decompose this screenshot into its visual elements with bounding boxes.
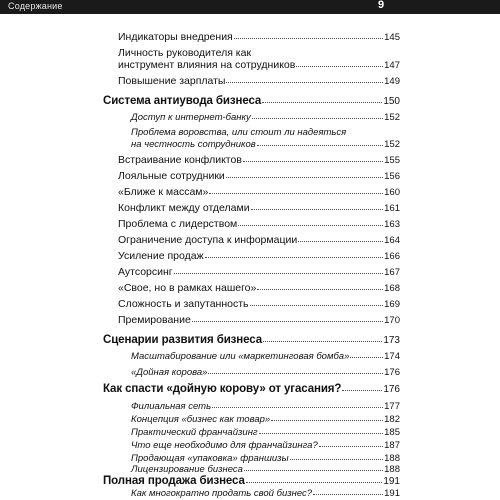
toc-entry-page: 145 bbox=[384, 32, 400, 43]
header-title: Содержание bbox=[8, 1, 63, 11]
toc-entry-title: Повышение зарплаты bbox=[118, 75, 226, 87]
toc-entry bbox=[118, 203, 400, 214]
toc-entry bbox=[118, 60, 400, 71]
toc-section-page: 173 bbox=[383, 335, 400, 346]
toc-subentry bbox=[131, 440, 400, 451]
toc-subentry bbox=[131, 464, 400, 475]
toc-entry-title: «Ближе к массам» bbox=[118, 186, 209, 198]
toc-subentry-page: 188 bbox=[384, 464, 400, 475]
toc-section-page: 191 bbox=[383, 476, 400, 487]
toc-section-page: 176 bbox=[383, 384, 400, 395]
toc-entry bbox=[118, 187, 400, 198]
toc-entry-title: Сложность и запутанность bbox=[118, 298, 249, 310]
toc-entry-title: «Свое, но в рамках нашего» bbox=[118, 282, 257, 294]
toc-entry-title-line1: Личность руководителя как bbox=[118, 47, 252, 59]
toc-entry-page: 170 bbox=[384, 315, 400, 326]
toc-entry-title: Ограничение доступа к информации bbox=[118, 234, 298, 246]
toc-entry-title: Аутсорсинг bbox=[118, 266, 173, 278]
toc-subentry-page: 182 bbox=[384, 414, 400, 425]
toc-subentry-title: «Дойная корова» bbox=[131, 367, 208, 378]
toc-section-title: Система антиувода бизнеса bbox=[103, 95, 262, 107]
toc-entry-title: Премирование bbox=[118, 314, 191, 326]
toc-subentry-page: 174 bbox=[384, 351, 400, 362]
toc-section-title: Полная продажа бизнеса bbox=[103, 475, 245, 487]
toc-section bbox=[103, 384, 400, 395]
toc-subentry-page: 177 bbox=[384, 401, 400, 412]
toc-entry-page: 155 bbox=[384, 155, 400, 166]
toc-section bbox=[103, 96, 400, 107]
toc-entry bbox=[118, 315, 400, 326]
toc-entry-page: 163 bbox=[384, 219, 400, 230]
toc-subentry bbox=[131, 401, 400, 412]
toc-subentry-page: 191 bbox=[384, 488, 400, 499]
toc-subentry-title-line1: Проблема воровства, или стоит ли надеяться bbox=[131, 127, 347, 138]
toc-subentry-title: Практический франчайзинг bbox=[131, 427, 258, 438]
toc-subentry bbox=[131, 112, 400, 123]
toc-entry-page: 167 bbox=[384, 267, 400, 278]
toc-entry-page: 149 bbox=[384, 76, 400, 87]
toc-entry bbox=[118, 251, 400, 262]
toc-subentry-title: Как многократно продать свой бизнес? bbox=[131, 488, 313, 499]
toc-entry-title: Конфликт между отделами bbox=[118, 202, 250, 214]
toc-entry-page: 147 bbox=[384, 60, 400, 71]
toc-subentry bbox=[131, 488, 400, 499]
toc-subentry-page: 176 bbox=[384, 367, 400, 378]
toc-entry-title: инструмент влияния на сотрудников bbox=[118, 59, 296, 71]
toc-subentry-page: 187 bbox=[384, 440, 400, 451]
toc-entry bbox=[118, 76, 400, 87]
toc-subentry-page: 188 bbox=[384, 453, 400, 464]
toc-section bbox=[103, 476, 400, 487]
toc-subentry bbox=[131, 453, 400, 464]
toc-subentry-page: 185 bbox=[384, 427, 400, 438]
toc-entry-page: 160 bbox=[384, 187, 400, 198]
toc-entry bbox=[118, 267, 400, 278]
toc-entry-title: Усиление продаж bbox=[118, 250, 204, 262]
toc-subentry-title: Доступ к интернет-банку bbox=[131, 112, 251, 123]
toc-entry bbox=[118, 219, 400, 230]
toc-entry bbox=[118, 299, 400, 310]
toc-entry bbox=[118, 283, 400, 294]
toc-entry-page: 169 bbox=[384, 299, 400, 310]
toc-entry bbox=[118, 32, 400, 43]
toc-entry-title: Лояльные сотрудники bbox=[118, 170, 225, 182]
toc-entry-title: Встраивание конфликтов bbox=[118, 154, 242, 166]
toc-section bbox=[103, 335, 400, 346]
toc-section-page: 150 bbox=[383, 96, 400, 107]
toc-subentry-title: на честность сотрудников bbox=[131, 139, 256, 150]
toc-subentry-title: Филиальная сеть bbox=[131, 401, 212, 412]
toc-section-title: Как спасти «дойную корову» от угасания? bbox=[103, 383, 342, 395]
toc-entry-title: Проблема с лидерством bbox=[118, 218, 238, 230]
toc-subentry-page: 152 bbox=[384, 139, 400, 150]
toc-subentry bbox=[131, 414, 400, 425]
toc-entry-page: 168 bbox=[384, 283, 400, 294]
toc-section-title: Сценарии развития бизнеса bbox=[103, 334, 263, 346]
toc-entry-page: 156 bbox=[384, 171, 400, 182]
toc-subentry-title: Лицензирование бизнеса bbox=[131, 464, 243, 475]
toc-entry-page: 166 bbox=[384, 251, 400, 262]
toc-subentry bbox=[131, 367, 400, 378]
toc-subentry bbox=[131, 427, 400, 438]
toc-subentry-title: Масштабирование или «маркетинговая бомба» bbox=[131, 351, 350, 362]
toc-subentry-title: Что еще необходимо для франчайзинга? bbox=[131, 440, 318, 451]
toc-entry-title: Индикаторы внедрения bbox=[118, 31, 233, 43]
toc-subentry bbox=[131, 351, 400, 362]
toc-subentry-title: Продающая «упаковка» франшизы bbox=[131, 453, 289, 464]
toc-entry bbox=[118, 171, 400, 182]
toc-entry bbox=[118, 235, 400, 246]
toc-subentry-title: Концепция «бизнес как товар» bbox=[131, 414, 271, 425]
toc-entry-page: 164 bbox=[384, 235, 400, 246]
page-number: 9 bbox=[378, 0, 385, 11]
toc-entry bbox=[118, 155, 400, 166]
toc-subentry-page: 152 bbox=[384, 112, 400, 123]
toc-entry-page: 161 bbox=[384, 203, 400, 214]
toc-subentry bbox=[131, 139, 400, 150]
